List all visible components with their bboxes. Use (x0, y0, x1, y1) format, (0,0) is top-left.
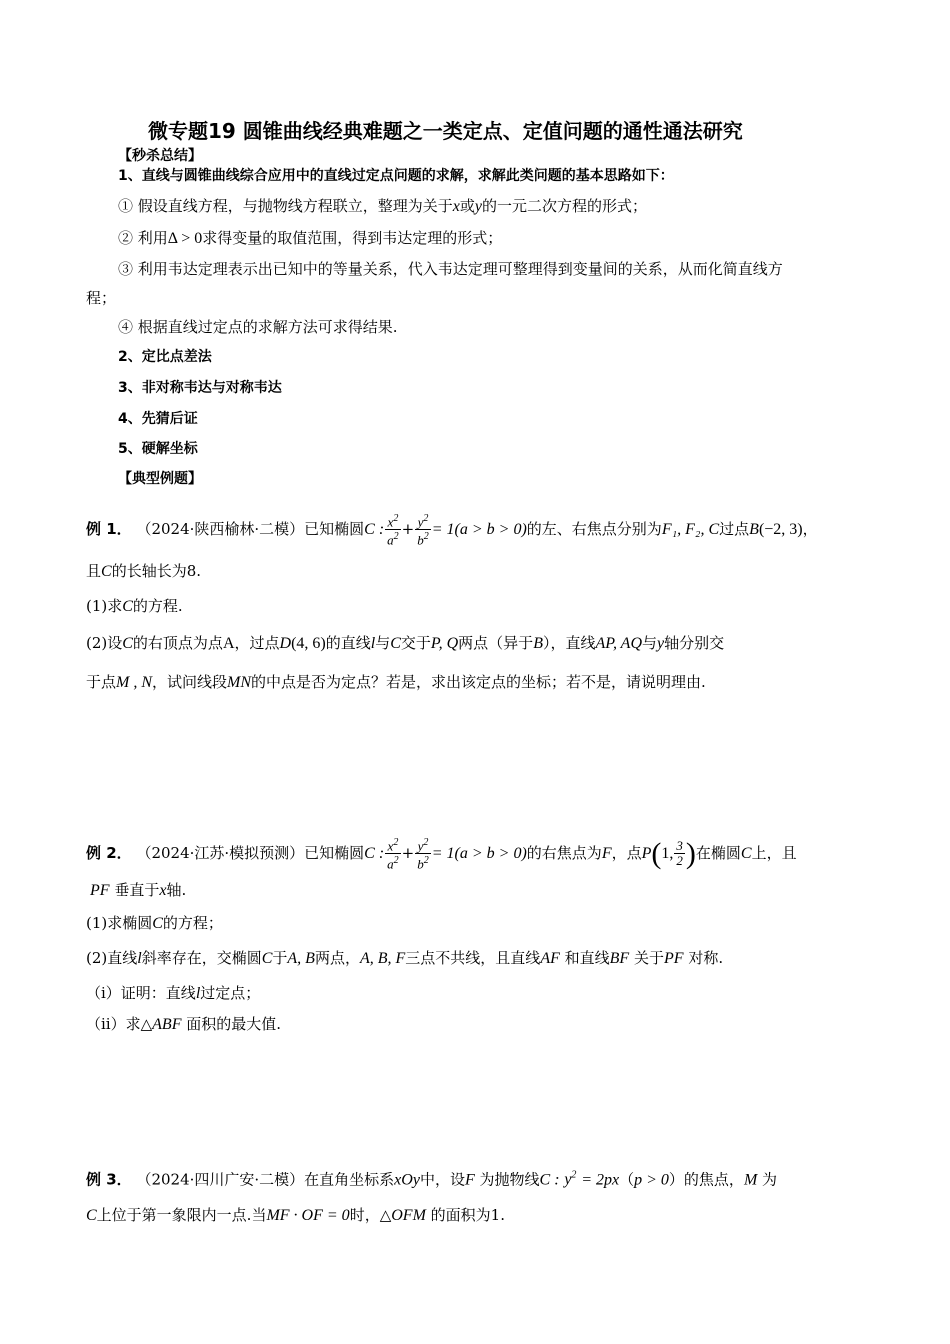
summary-step-1 (118, 196, 647, 217)
example-2-question-2: (2)直线l斜率存在，交椭圆C于A, B两点，A, B, F三点不共线，且直线AF 和直线BF 关于PF 对称. (86, 949, 724, 967)
summary-point-3: 3、非对称韦达与对称韦达 (118, 380, 282, 396)
example-3-line-1: 例 3． （2024·四川广安·二模）在直角坐标系xOy中，设F 为抛物线C : $y^2 = 2px(p > 0)$的焦点，M 为 (86, 1170, 778, 1189)
example-1-text-a: 的左、右焦点分别为 (526, 519, 662, 538)
step2-text-b: 求得变量的取值范围，得到韦达定理的形式； (202, 229, 503, 247)
summary-step-2 (118, 228, 502, 249)
example-2-label: 例 2． (86, 843, 132, 862)
fraction-x2-a2: $\frac{x^2}{a^2}$ (387, 513, 399, 548)
var-y: y (474, 198, 483, 215)
ellipse-name: C : (364, 520, 385, 538)
example-1-question-1: (1)求C的方程. (86, 597, 183, 615)
point-b: B (749, 520, 759, 538)
point-b-coord: (−2, 3) (758, 520, 803, 538)
example-1-line-2: 且C的长轴长为8. (86, 562, 201, 580)
example-1-question-2-line-2: 于点M , N，试问线段MN的中点是否为定点？若是，求出该定点的坐标；若不是，请说明理由. (86, 673, 706, 691)
foci-label: F₁, F₂, C (661, 520, 720, 538)
example-2-sub-question-1: （ⅰ）证明：直线l过定点； (86, 984, 261, 1002)
ellipse-condition: = 1(a > b > 0) (431, 520, 527, 538)
example-2-question-1: (1)求椭圆C的方程； (86, 914, 223, 932)
delta-condition: Δ > 0 (167, 230, 203, 247)
example-3-line-2: C上位于第一象限内一点.当MF · OF = 0时，△OFM 的面积为1. (86, 1206, 505, 1224)
step1-text-a: ① 假设直线方程，与抛物线方程联立，整理为关于 (118, 197, 453, 215)
step1-text-c: 的一元二次方程的形式； (482, 197, 648, 215)
example-2-sub-question-2: （ⅱ）求△ABF 面积的最大值. (86, 1015, 282, 1033)
example-1-source: （2024·陕西榆林·二模）已知椭圆 (136, 519, 365, 538)
summary-step-3-line-2: 程； (86, 289, 117, 307)
summary-point-5: 5、硬解坐标 (118, 441, 198, 457)
fraction-y2-b2: $\frac{y^2}{b^2}$ (417, 513, 429, 548)
var-x: x (452, 198, 460, 215)
example-1-text-b: 过点 (719, 519, 750, 538)
summary-point-1: 1、直线与圆锥曲线综合应用中的直线过定点问题的求解，求解此类问题的基本思路如下： (118, 168, 674, 184)
example-2-line-1: 例 2． （2024·江苏·模拟预测）已知椭圆C : $\frac{x^2}{a^2}$ + $\frac{y^2}{b^2}$ = 1(a > b > 0)的右焦点为F，点P(1, $\frac{3}{2}$ )在椭圆C上，且 (86, 836, 797, 872)
summary-point-4: 4、先猜后证 (118, 411, 198, 427)
summary-point-2: 2、定比点差法 (118, 349, 212, 365)
step1-text-b: 或 (459, 197, 475, 215)
summary-heading: 【秒杀总结】 (118, 148, 202, 164)
summary-step-4: ④ 根据直线过定点的求解方法可求得结果. (118, 318, 398, 336)
page-title: 微专题19 圆锥曲线经典难题之一类定点、定值问题的通性通法研究 (148, 119, 743, 143)
examples-heading: 【典型例题】 (118, 471, 202, 487)
example-2-line-2: PF 垂直于x轴. (90, 881, 187, 899)
example-1-line-1: 例 1． （2024·陕西榆林·二模）已知椭圆C : $\frac{x^2}{a^2}$ + $\frac{y^2}{b^2}$ = 1(a > b > 0)的左、右焦点分别为F₁, F₂, C过点B(−2, 3)， (86, 513, 818, 548)
example-1-question-2: (2)设C的右顶点为点A，过点D(4, 6)的直线l与C交于P, Q两点（异于B），直线AP, AQ与y轴分别交 (86, 634, 725, 652)
fraction-3-2: $\frac{3}{2}$ (676, 838, 683, 869)
summary-step-3-line-1: ③ 利用韦达定理表示出已知中的等量关系，代入韦达定理可整理得到变量间的关系，从而化简直线方 (118, 260, 783, 278)
example-3-label: 例 3． (86, 1170, 132, 1189)
step2-text-a: ② 利用 (118, 229, 168, 247)
example-1-label: 例 1． (86, 519, 132, 538)
